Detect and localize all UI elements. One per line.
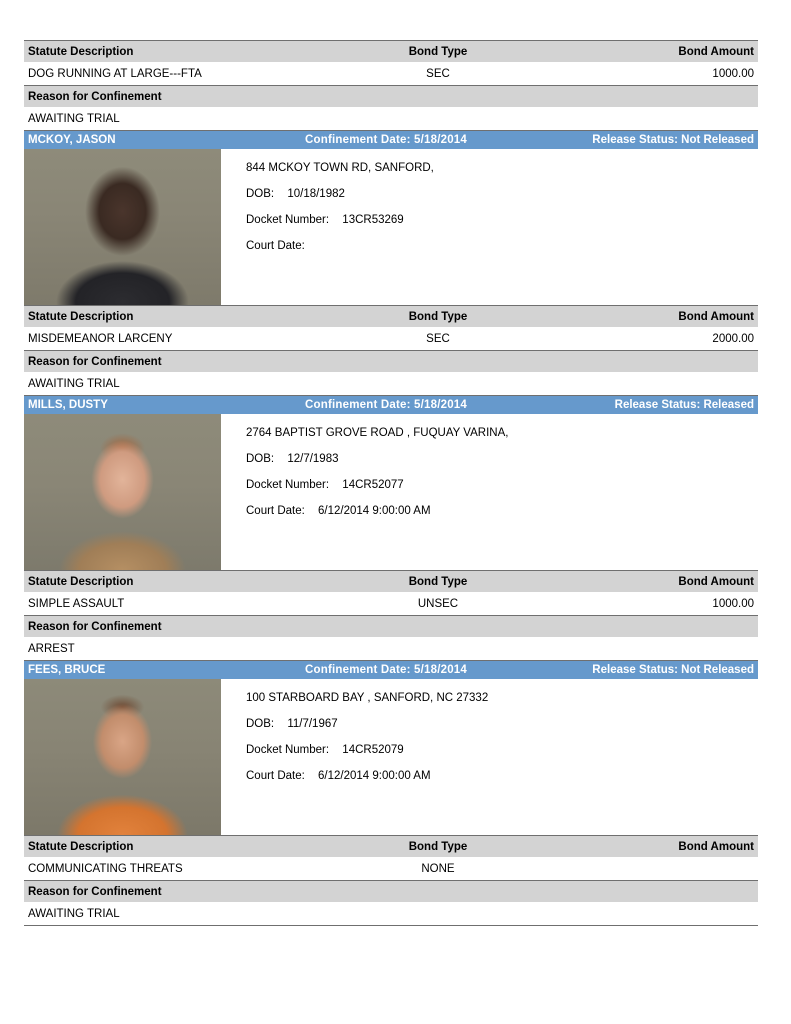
inmate-body (24, 414, 758, 570)
reason-header: Reason for Confinement (24, 615, 758, 637)
mugshot-texture (24, 414, 221, 570)
inmate-dob-line (246, 187, 758, 213)
charge-statute: MISDEMEANOR LARCENY (28, 332, 173, 345)
docket-value: 14CR52077 (342, 479, 404, 491)
dob-value: 11/7/1967 (287, 718, 338, 730)
charge-data-row (24, 592, 758, 615)
release-status: Release Status: Not Released (592, 664, 754, 676)
dob-label: DOB: (246, 188, 275, 200)
column-statute-description: Statute Description (28, 840, 134, 853)
mugshot-texture (24, 149, 221, 305)
inmate-dob-line (246, 452, 758, 478)
docket-label: Docket Number: (246, 744, 330, 756)
inmate-address: 100 STARBOARD BAY , SANFORD, NC 27332 (246, 692, 489, 704)
reason-value: AWAITING TRIAL (24, 902, 758, 925)
confinement-date: Confinement Date: 5/18/2014 (305, 664, 467, 676)
docket-label: Docket Number: (246, 479, 330, 491)
mugshot-texture (24, 679, 221, 835)
docket-value: 13CR53269 (342, 214, 404, 226)
dob-label: DOB: (246, 718, 275, 730)
release-status: Release Status: Released (614, 399, 754, 411)
mugshot-photo (24, 149, 221, 305)
charge-bond-amount: 1000.00 (712, 597, 754, 610)
column-bond-amount: Bond Amount (678, 45, 754, 58)
inmate-details (221, 149, 758, 305)
inmate-banner (24, 130, 758, 149)
inmate-address: 844 MCKOY TOWN RD, SANFORD, (246, 162, 434, 174)
inmate-docket-line (246, 478, 758, 504)
confinement-date: Confinement Date: 5/18/2014 (305, 399, 467, 411)
court-date-label: Court Date: (246, 240, 305, 252)
column-bond-type: Bond Type (408, 310, 468, 323)
reason-header: Reason for Confinement (24, 880, 758, 902)
inmate-body (24, 149, 758, 305)
inmate-banner (24, 660, 758, 679)
inmate-courtdate-line (246, 769, 758, 795)
inmate-details (221, 414, 758, 570)
inmate-courtdate-line (246, 504, 758, 530)
court-date-label: Court Date: (246, 770, 305, 782)
column-bond-type: Bond Type (408, 45, 468, 58)
court-date-value: 6/12/2014 9:00:00 AM (318, 770, 431, 782)
charge-header-row (24, 835, 758, 857)
charge-header-row (24, 570, 758, 592)
column-bond-amount: Bond Amount (678, 575, 754, 588)
release-status: Release Status: Not Released (592, 134, 754, 146)
reason-value: AWAITING TRIAL (24, 107, 758, 130)
column-statute-description: Statute Description (28, 575, 134, 588)
court-date-label: Court Date: (246, 505, 305, 517)
charge-header-row (24, 40, 758, 62)
column-statute-description: Statute Description (28, 45, 134, 58)
inmate-name: MCKOY, JASON (28, 134, 116, 146)
charge-data-row (24, 857, 758, 880)
reason-header: Reason for Confinement (24, 85, 758, 107)
charge-bond-type: NONE (421, 862, 455, 875)
inmate-address: 2764 BAPTIST GROVE ROAD , FUQUAY VARINA, (246, 427, 509, 439)
dob-value: 12/7/1983 (287, 453, 339, 465)
charge-bond-type: UNSEC (417, 597, 459, 610)
inmate-dob-line (246, 717, 758, 743)
document-bottom-rule (24, 925, 758, 926)
inmate-courtdate-line (246, 239, 758, 265)
column-statute-description: Statute Description (28, 310, 134, 323)
confinement-date: Confinement Date: 5/18/2014 (305, 134, 467, 146)
charge-statute: COMMUNICATING THREATS (28, 862, 183, 875)
column-bond-amount: Bond Amount (678, 840, 754, 853)
court-date-value: 6/12/2014 9:00:00 AM (318, 505, 431, 517)
charge-bond-amount: 2000.00 (712, 332, 754, 345)
column-bond-amount: Bond Amount (678, 310, 754, 323)
inmate-name: MILLS, DUSTY (28, 399, 108, 411)
charge-data-row (24, 62, 758, 85)
roster-document (24, 40, 758, 926)
charge-statute: SIMPLE ASSAULT (28, 597, 125, 610)
charge-data-row (24, 327, 758, 350)
inmate-name: FEES, BRUCE (28, 664, 106, 676)
dob-value: 10/18/1982 (287, 188, 345, 200)
charge-bond-type: SEC (426, 332, 450, 345)
inmate-docket-line (246, 213, 758, 239)
column-bond-type: Bond Type (408, 575, 468, 588)
inmate-body (24, 679, 758, 835)
docket-label: Docket Number: (246, 214, 330, 226)
column-bond-type: Bond Type (408, 840, 468, 853)
charge-statute: DOG RUNNING AT LARGE---FTA (28, 67, 202, 80)
reason-value: AWAITING TRIAL (24, 372, 758, 395)
charge-bond-amount: 1000.00 (712, 67, 754, 80)
reason-header: Reason for Confinement (24, 350, 758, 372)
mugshot-photo (24, 679, 221, 835)
dob-label: DOB: (246, 453, 275, 465)
inmate-docket-line (246, 743, 758, 769)
charge-header-row (24, 305, 758, 327)
inmate-details (221, 679, 758, 835)
inmate-banner (24, 395, 758, 414)
charge-bond-type: SEC (426, 67, 450, 80)
docket-value: 14CR52079 (342, 744, 404, 756)
mugshot-photo (24, 414, 221, 570)
reason-value: ARREST (24, 637, 758, 660)
